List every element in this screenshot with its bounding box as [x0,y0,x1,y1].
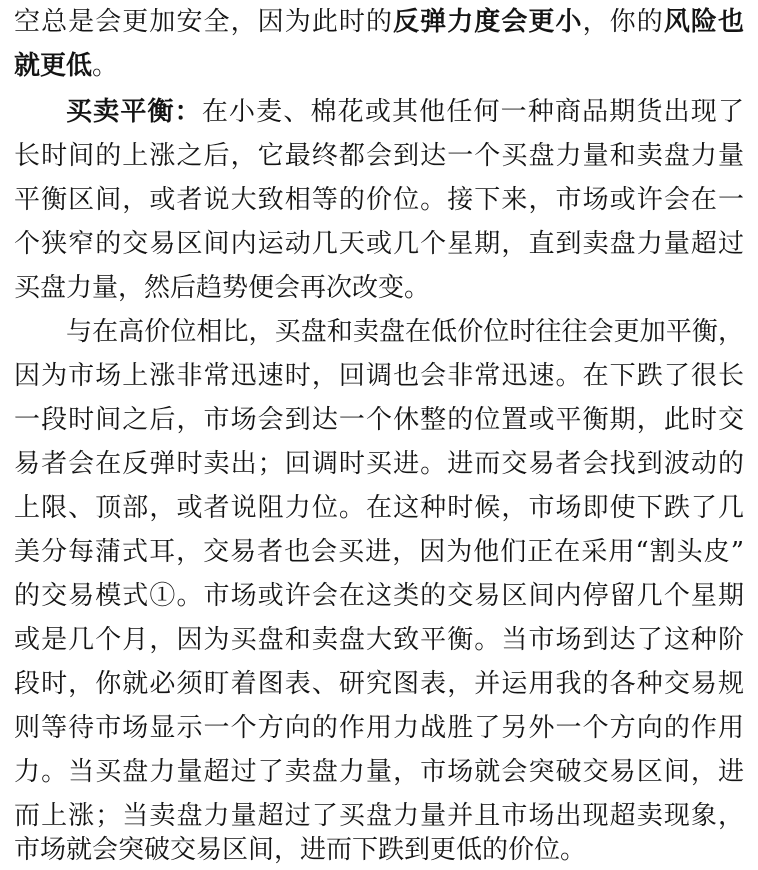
text-line [14,46,744,86]
text-run: 空总是会更加安全，因为此时的 [14,7,394,37]
text-run: 个狭窄的交易区间内运动几天或几个星期，直到卖盘力量超过 [14,229,744,259]
text-run: 力。当买盘力量超过了卖盘力量，市场就会突破交易区间，进 [14,757,744,787]
text-run: 美分每蒲式耳，交易者也会买进，因为他们正在采用“割头皮” [14,537,744,567]
text-line [14,620,744,660]
text-run: 易者会在反弹时卖出；回调时买进。进而交易者会找到波动的 [14,449,744,479]
text-run: 或是几个月，因为买盘和卖盘大致平衡。当市场到达了这种阶 [14,625,744,655]
text-line [14,356,744,396]
text-run: 的交易模式①。市场或许会在这类的交易区间内停留几个星期 [14,581,744,611]
text-run: 买盘力量，然后趋势便会再次改变。 [14,273,431,303]
text-run: 在小麦、棉花或其他任何一种商品期货出现了 [201,97,744,127]
text-line [14,2,744,42]
text-line [14,488,744,528]
text-run: 市场就会突破交易区间，进而下跌到更低的价位。 [14,835,587,865]
text-run: 长时间的上涨之后，它最终都会到达一个买盘力量和卖盘力量 [14,141,744,171]
text-line [14,752,744,792]
bold-text-run: 就更低 [14,51,93,81]
text-line [14,224,744,264]
text-run: 则等待市场显示一个方向的作用力战胜了另外一个方向的作用 [14,713,744,743]
text-run: 。 [92,51,119,81]
text-run: 平衡区间，或者说大致相等的价位。接下来，市场或许会在一 [14,185,744,215]
text-line [14,400,744,440]
bold-text-run: 风险也 [663,7,744,37]
text-run: 而上涨；当卖盘力量超过了买盘力量并且市场出现超卖现象， [14,801,744,831]
text-line [14,576,744,616]
text-line [14,180,744,220]
text-line [14,532,744,572]
text-run: 上限、顶部，或者说阻力位。在这种时候，市场即使下跌了几 [14,493,744,523]
text-line [14,136,744,176]
text-line [14,708,744,748]
text-run: 与在高价位相比，买盘和卖盘在低价位时往往会更加平衡， [66,317,744,347]
text-line [66,312,744,352]
text-line [14,830,744,870]
text-line [66,92,744,132]
text-run: 一段时间之后，市场会到达一个休整的位置或平衡期，此时交 [14,405,744,435]
text-line [14,664,744,704]
text-run: 因为市场上涨非常迅速时，回调也会非常迅速。在下跌了很长 [14,361,744,391]
bold-text-run: 反弹力度会更小 [393,7,583,37]
text-run: ，你的 [582,7,664,37]
text-line [14,444,744,484]
bold-text-run: 买卖平衡： [66,97,202,127]
text-line [14,268,744,308]
text-run: 段时，你就必须盯着图表、研究图表，并运用我的各种交易规 [14,669,744,699]
